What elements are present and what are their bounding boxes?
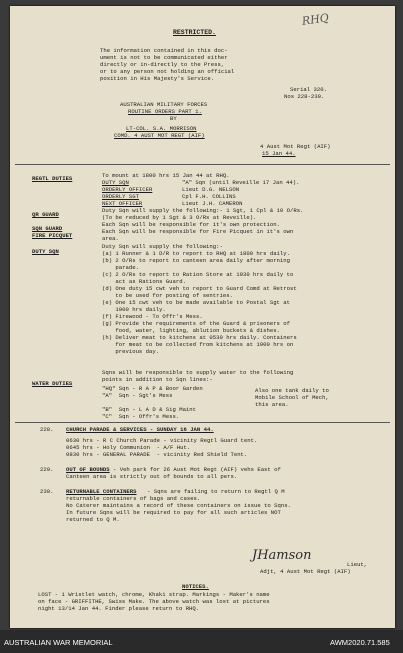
handwritten-signature: JHamson xyxy=(252,548,312,563)
duty-sqn-item: (g) Provide the requirements of the Guard & prisoners of xyxy=(102,320,290,327)
org-line: BY xyxy=(170,115,177,122)
notice-line: LOST - 1 Wristlet watch, chrome, Khaki strap. Markings - Maker's name xyxy=(38,591,270,598)
orders-divider xyxy=(15,422,390,423)
duty-role: DUTY SQN xyxy=(102,179,129,186)
service-line: 0630 hrs - R C Church Parade - vicinity Regtl Guard tent. xyxy=(66,437,258,444)
notice-line: on face - GRIFFITHE, Swiss Make. The above watch was lost at pictures xyxy=(38,598,270,605)
header-divider xyxy=(15,164,390,165)
qr-guard-label: QR GUARD xyxy=(32,211,59,218)
water-duties-line: Sqns will be responsible to supply water to the following xyxy=(102,369,294,376)
duty-sqn-item: food, water, lighting, ablution buckets & dishes. xyxy=(102,327,280,334)
sqn-guard-line: Each Sqn will be responsible for it's own protection. xyxy=(102,221,280,228)
warning-line: directly or in-directly to the Press, xyxy=(100,61,225,68)
order-text: - Sqns are failing to return to Regtl Q M xyxy=(147,488,285,495)
org-line: AUSTRALIAN MILITARY FORCES xyxy=(120,101,208,108)
warning-line: or to any person not holding an official xyxy=(100,68,235,75)
duty-assignee: Lieut J.H. CAMERON xyxy=(182,200,243,207)
order-text: - Veh park for 26 Aust Mot Regt (AIF) vehs East of xyxy=(113,466,281,473)
org-line: LT-COL. S.A. MORRISON xyxy=(126,125,197,132)
unit-name: 4 Aust Mot Regt (AIF) xyxy=(260,143,331,150)
handwritten-reference: RHQ xyxy=(301,11,330,28)
duty-sqn-item: (a) 1 Runner & 1 D/R to report to RHQ at 1800 hrs daily. xyxy=(102,250,290,257)
order-text: returned to Q M. xyxy=(66,516,120,523)
notice-line: night 13/14 Jan 44. Finder please return to RHQ. xyxy=(38,605,200,612)
order-text: returnable containers of bags and cases. xyxy=(66,495,201,502)
warning-line: The information contained in this doc- xyxy=(100,47,228,54)
fire-picquet-line: Each Sqn will be responsible for Fire Picquet in it's own xyxy=(102,228,294,235)
water-point: "C" Sqn - Offr's Mess. xyxy=(102,413,180,420)
order-title: RETURNABLE CONTAINERS xyxy=(66,488,137,495)
duty-sqn-item: act as Rations Guard. xyxy=(102,278,186,285)
duty-sqn-item: (b) 2 O/Rs to report to canteen area daily after morning xyxy=(102,257,290,264)
order-number: 230. xyxy=(40,488,54,495)
duty-sqn-intro: Duty Sqn will supply the following:- xyxy=(102,243,223,250)
warning-line: ument is not to be communicated either xyxy=(100,54,228,61)
fire-picquet-line: area. xyxy=(102,235,119,242)
accession-number: AWM2020.71.585 xyxy=(330,638,390,647)
archive-footer xyxy=(0,630,403,653)
duty-assignee: Cpl F.H. COLLINS xyxy=(182,193,236,200)
org-line: ROUTINE ORDERS PART 1. xyxy=(128,108,202,115)
signature-title: Adjt, 4 Aust Mot Regt (AIF) xyxy=(260,568,351,575)
signature-rank: Lieut, xyxy=(347,561,368,568)
qr-guard-line: Duty Sqn will supply the following:- 1 Sgt, 1 Cpl & 10 O/Rs. xyxy=(102,207,304,214)
water-point: "HQ" Sqn - R A P & Boor Garden xyxy=(102,385,203,392)
water-point: "A" Sqn - Sgt's Mess xyxy=(102,392,173,399)
order-number: 229. xyxy=(40,466,54,473)
water-duties-line: points in addition to Sqn lines:- xyxy=(102,376,213,383)
service-line: 0830 hrs - GENERAL PARADE - vicinity Red Shield Tent. xyxy=(66,451,248,458)
fire-picquet-label: FIRE PICQUET xyxy=(32,232,73,239)
duty-sqn-item: previous day. xyxy=(102,348,160,355)
service-line: 0645 hrs - Holy Communion - A/F Hut. xyxy=(66,444,191,451)
duty-sqn-item: (h) Deliver meat to kitchens at 0530 hrs daily. Containers xyxy=(102,334,297,341)
order-text: Canteen area is strictly out of bounds to all pers. xyxy=(66,473,238,480)
duty-assignee: Lieut D.G. NELSON xyxy=(182,186,240,193)
water-duties-label: WATER DUTIES xyxy=(32,380,73,387)
duty-role: NEXT OFFICER xyxy=(102,200,143,207)
org-line: COMD. 4 AUST MOT REGT (AIF) xyxy=(114,132,205,139)
duty-sqn-item: (e) One 15 cwt veh to be made available to Postal Sgt at xyxy=(102,299,290,306)
duty-sqn-item: (f) Firewood - To Offr's Mess. xyxy=(102,313,203,320)
water-note: this area. xyxy=(255,401,289,408)
duty-sqn-item: (c) 2 O/Rs to report to Ration Store at 1930 hrs daily to xyxy=(102,271,294,278)
order-title: OUT OF BOUNDS xyxy=(66,466,110,473)
warning-line: position in His Majesty's Service. xyxy=(100,75,215,82)
duty-sqn-item: to be used for posting of sentries. xyxy=(102,292,233,299)
order-text: In future Sqns will be required to pay for all such articles NOT xyxy=(66,509,281,516)
order-numbers: Nos 228-230. xyxy=(284,93,325,100)
document-page xyxy=(10,6,395,628)
duty-sqn-item: parade. xyxy=(102,264,139,271)
orders-date: 15 Jan 44. xyxy=(262,150,296,157)
order-number: 228. xyxy=(40,426,54,433)
archive-name: AUSTRALIAN WAR MEMORIAL xyxy=(4,638,113,647)
regtl-duties-label: REGTL DUTIES xyxy=(32,175,73,182)
duty-sqn-item: (d) One duty 15 cwt veh to report to Guard Comd at Retrost xyxy=(102,285,297,292)
notices-heading: NOTICES. xyxy=(182,583,209,590)
qr-guard-line: (To be reduced by 1 Sgt & 3 O/Rs at Reveille). xyxy=(102,214,257,221)
water-note: Also one tank daily to xyxy=(255,387,329,394)
sqn-guard-label: SQN GUARD xyxy=(32,225,63,232)
water-note: Mobile School of Mech, xyxy=(255,394,329,401)
duty-role: ORDERLY SGT xyxy=(102,193,139,200)
duty-assignee: "A" Sqn (until Reveille 17 Jan 44). xyxy=(182,179,300,186)
order-text: No Caterer maintains a record of these containers on issue to Sqns. xyxy=(66,502,291,509)
water-point: "B" Sqn - L A D & Sig Maint xyxy=(102,406,196,413)
order-title: CHURCH PARADE & SERVICES - SUNDAY 16 JAN 44. xyxy=(66,426,214,433)
duty-sqn-label: DUTY SQN xyxy=(32,248,59,255)
classification-heading: RESTRICTED. xyxy=(173,29,216,36)
duty-sqn-item: for meat to be collected from kitchens at 1900 hrs on xyxy=(102,341,294,348)
duty-sqn-item: 1900 hrs daily. xyxy=(102,306,166,313)
serial-number: Serial 320. xyxy=(290,86,327,93)
duty-role: ORDERLY OFFICER xyxy=(102,186,153,193)
regtl-duties-intro: To mount at 1800 hrs 15 Jan 44 at RHQ. xyxy=(102,172,230,179)
